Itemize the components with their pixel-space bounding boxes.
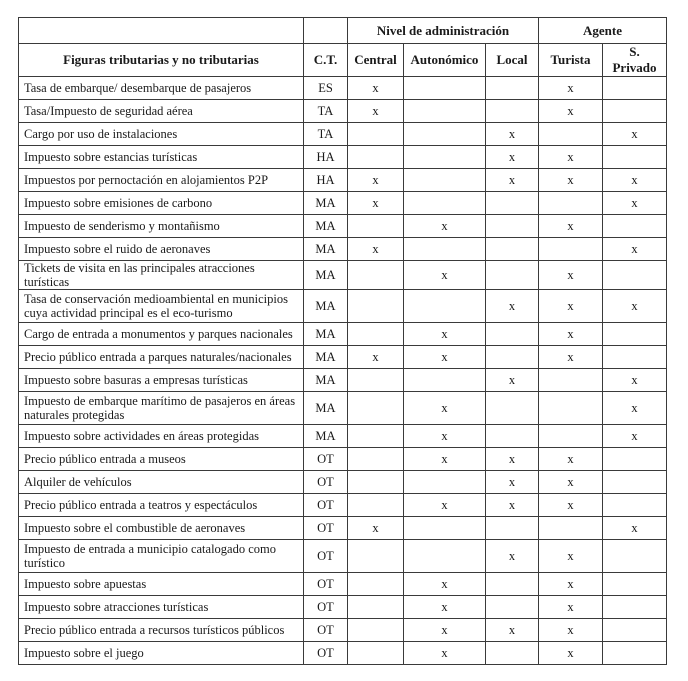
- row-ct: MA: [304, 261, 348, 290]
- header-sprivado: S. Privado: [603, 44, 667, 77]
- row-ct: MA: [304, 369, 348, 392]
- table-row: [19, 596, 667, 619]
- mark-autonomico: [404, 517, 486, 540]
- row-name: Impuesto sobre el ruido de aeronaves: [19, 238, 304, 261]
- mark-sprivado: [603, 573, 667, 596]
- mark-turista: x: [539, 596, 603, 619]
- row-ct: OT: [304, 596, 348, 619]
- mark-local: x: [486, 146, 539, 169]
- mark-turista: [539, 425, 603, 448]
- mark-autonomico: [404, 540, 486, 573]
- mark-autonomico: [404, 77, 486, 100]
- mark-central: [348, 261, 404, 290]
- mark-sprivado: x: [603, 192, 667, 215]
- mark-local: [486, 323, 539, 346]
- mark-autonomico: x: [404, 346, 486, 369]
- row-ct: MA: [304, 290, 348, 323]
- mark-sprivado: [603, 146, 667, 169]
- mark-local: x: [486, 619, 539, 642]
- mark-sprivado: [603, 619, 667, 642]
- mark-central: [348, 425, 404, 448]
- table-row: [19, 425, 667, 448]
- header-local: Local: [486, 44, 539, 77]
- mark-sprivado: [603, 596, 667, 619]
- row-name: Tasa de conservación medioambiental en municipios cuya actividad principal es el eco-turismo: [19, 290, 304, 323]
- row-name: Tickets de visita en las principales atracciones turísticas: [19, 261, 304, 290]
- mark-turista: x: [539, 540, 603, 573]
- mark-central: [348, 448, 404, 471]
- mark-turista: [539, 392, 603, 425]
- row-ct: OT: [304, 573, 348, 596]
- mark-central: x: [348, 517, 404, 540]
- mark-sprivado: [603, 540, 667, 573]
- mark-local: [486, 215, 539, 238]
- header-ct: C.T.: [304, 44, 348, 77]
- row-name: Impuesto sobre el combustible de aeronaves: [19, 517, 304, 540]
- mark-turista: [539, 123, 603, 146]
- mark-turista: x: [539, 100, 603, 123]
- mark-local: [486, 425, 539, 448]
- row-name: Precio público entrada a recursos turísticos públicos: [19, 619, 304, 642]
- table-row: [19, 77, 667, 100]
- mark-local: [486, 573, 539, 596]
- mark-sprivado: x: [603, 290, 667, 323]
- mark-autonomico: [404, 471, 486, 494]
- row-name: Impuesto de senderismo y montañismo: [19, 215, 304, 238]
- mark-local: [486, 642, 539, 665]
- mark-autonomico: x: [404, 425, 486, 448]
- mark-central: x: [348, 192, 404, 215]
- mark-local: [486, 100, 539, 123]
- mark-local: x: [486, 471, 539, 494]
- mark-local: [486, 238, 539, 261]
- mark-sprivado: [603, 261, 667, 290]
- table-row: [19, 346, 667, 369]
- row-ct: MA: [304, 392, 348, 425]
- mark-autonomico: [404, 192, 486, 215]
- mark-local: [486, 346, 539, 369]
- mark-turista: x: [539, 471, 603, 494]
- table-row: [19, 642, 667, 665]
- row-name: Impuesto sobre atracciones turísticas: [19, 596, 304, 619]
- mark-turista: x: [539, 642, 603, 665]
- row-name: Impuesto sobre apuestas: [19, 573, 304, 596]
- row-name: Impuesto de entrada a municipio catalogado como turístico: [19, 540, 304, 573]
- mark-turista: [539, 192, 603, 215]
- mark-local: [486, 392, 539, 425]
- row-ct: OT: [304, 619, 348, 642]
- mark-local: x: [486, 123, 539, 146]
- row-ct: MA: [304, 323, 348, 346]
- mark-central: [348, 471, 404, 494]
- mark-sprivado: x: [603, 238, 667, 261]
- mark-local: [486, 192, 539, 215]
- mark-local: x: [486, 540, 539, 573]
- row-ct: MA: [304, 215, 348, 238]
- table-row: [19, 573, 667, 596]
- mark-turista: x: [539, 290, 603, 323]
- mark-sprivado: x: [603, 425, 667, 448]
- mark-turista: [539, 517, 603, 540]
- table-row: [19, 392, 667, 425]
- row-name: Impuesto de embarque marítimo de pasajeros en áreas naturales protegidas: [19, 392, 304, 425]
- mark-autonomico: [404, 369, 486, 392]
- row-ct: OT: [304, 642, 348, 665]
- header-name: Figuras tributarias y no tributarias: [19, 44, 304, 77]
- mark-central: [348, 642, 404, 665]
- table-row: [19, 290, 667, 323]
- mark-sprivado: x: [603, 369, 667, 392]
- row-name: Precio público entrada a museos: [19, 448, 304, 471]
- mark-turista: [539, 369, 603, 392]
- row-name: Impuesto sobre el juego: [19, 642, 304, 665]
- table-row: [19, 261, 667, 290]
- mark-central: [348, 392, 404, 425]
- mark-autonomico: x: [404, 642, 486, 665]
- row-name: Tasa/Impuesto de seguridad aérea: [19, 100, 304, 123]
- mark-sprivado: x: [603, 169, 667, 192]
- mark-sprivado: x: [603, 517, 667, 540]
- row-ct: TA: [304, 100, 348, 123]
- table-row: [19, 169, 667, 192]
- row-ct: MA: [304, 192, 348, 215]
- mark-central: [348, 146, 404, 169]
- mark-sprivado: [603, 100, 667, 123]
- mark-sprivado: [603, 448, 667, 471]
- table-row: [19, 494, 667, 517]
- header-group-admin: Nivel de administración: [348, 18, 539, 44]
- mark-autonomico: [404, 123, 486, 146]
- mark-sprivado: [603, 642, 667, 665]
- tax-figures-table: [18, 17, 667, 665]
- mark-local: x: [486, 290, 539, 323]
- mark-central: [348, 573, 404, 596]
- mark-central: [348, 123, 404, 146]
- header-empty-name: [19, 18, 304, 44]
- mark-local: [486, 517, 539, 540]
- mark-central: x: [348, 346, 404, 369]
- table-row: [19, 540, 667, 573]
- mark-autonomico: [404, 238, 486, 261]
- row-ct: HA: [304, 146, 348, 169]
- mark-central: [348, 540, 404, 573]
- mark-local: x: [486, 494, 539, 517]
- table-row: [19, 123, 667, 146]
- mark-central: [348, 494, 404, 517]
- mark-autonomico: [404, 169, 486, 192]
- mark-sprivado: [603, 77, 667, 100]
- mark-turista: x: [539, 261, 603, 290]
- mark-sprivado: [603, 323, 667, 346]
- table-row: [19, 517, 667, 540]
- row-ct: OT: [304, 471, 348, 494]
- header-row-columns: [19, 44, 667, 77]
- row-ct: OT: [304, 448, 348, 471]
- row-ct: MA: [304, 346, 348, 369]
- table-row: [19, 448, 667, 471]
- mark-local: [486, 77, 539, 100]
- row-name: Impuestos por pernoctación en alojamientos P2P: [19, 169, 304, 192]
- mark-autonomico: x: [404, 573, 486, 596]
- table-row: [19, 323, 667, 346]
- table-row: [19, 192, 667, 215]
- mark-central: x: [348, 169, 404, 192]
- mark-sprivado: x: [603, 123, 667, 146]
- row-ct: MA: [304, 425, 348, 448]
- mark-central: [348, 619, 404, 642]
- mark-central: x: [348, 77, 404, 100]
- row-ct: ES: [304, 77, 348, 100]
- mark-local: [486, 596, 539, 619]
- mark-central: [348, 323, 404, 346]
- mark-autonomico: x: [404, 494, 486, 517]
- mark-turista: x: [539, 146, 603, 169]
- mark-turista: [539, 238, 603, 261]
- mark-sprivado: x: [603, 392, 667, 425]
- header-autonomico: Autonómico: [404, 44, 486, 77]
- mark-sprivado: [603, 346, 667, 369]
- mark-autonomico: x: [404, 392, 486, 425]
- mark-autonomico: x: [404, 323, 486, 346]
- table-row: [19, 369, 667, 392]
- mark-central: [348, 369, 404, 392]
- row-ct: OT: [304, 517, 348, 540]
- row-name: Cargo de entrada a monumentos y parques nacionales: [19, 323, 304, 346]
- row-name: Precio público entrada a parques naturales/nacionales: [19, 346, 304, 369]
- header-empty-ct: [304, 18, 348, 44]
- mark-central: [348, 596, 404, 619]
- row-name: Alquiler de vehículos: [19, 471, 304, 494]
- mark-autonomico: [404, 100, 486, 123]
- mark-autonomico: [404, 290, 486, 323]
- mark-sprivado: [603, 494, 667, 517]
- mark-central: x: [348, 238, 404, 261]
- mark-central: x: [348, 100, 404, 123]
- mark-turista: x: [539, 323, 603, 346]
- row-name: Cargo por uso de instalaciones: [19, 123, 304, 146]
- mark-autonomico: x: [404, 261, 486, 290]
- table-body: [19, 77, 667, 665]
- mark-turista: x: [539, 448, 603, 471]
- mark-autonomico: x: [404, 215, 486, 238]
- table-row: [19, 146, 667, 169]
- mark-turista: x: [539, 215, 603, 238]
- mark-local: [486, 261, 539, 290]
- mark-autonomico: x: [404, 619, 486, 642]
- row-name: Impuesto sobre emisiones de carbono: [19, 192, 304, 215]
- row-name: Tasa de embarque/ desembarque de pasajeros: [19, 77, 304, 100]
- mark-central: [348, 290, 404, 323]
- row-ct: TA: [304, 123, 348, 146]
- row-ct: OT: [304, 540, 348, 573]
- mark-turista: x: [539, 346, 603, 369]
- header-turista: Turista: [539, 44, 603, 77]
- mark-autonomico: [404, 146, 486, 169]
- table-row: [19, 238, 667, 261]
- mark-turista: x: [539, 494, 603, 517]
- table-row: [19, 215, 667, 238]
- mark-turista: x: [539, 77, 603, 100]
- table-row: [19, 471, 667, 494]
- row-name: Impuesto sobre actividades en áreas protegidas: [19, 425, 304, 448]
- mark-local: x: [486, 369, 539, 392]
- mark-autonomico: x: [404, 596, 486, 619]
- mark-sprivado: [603, 215, 667, 238]
- table-row: [19, 619, 667, 642]
- mark-sprivado: [603, 471, 667, 494]
- row-ct: MA: [304, 238, 348, 261]
- mark-turista: x: [539, 619, 603, 642]
- header-central: Central: [348, 44, 404, 77]
- mark-local: x: [486, 169, 539, 192]
- row-name: Impuesto sobre estancias turísticas: [19, 146, 304, 169]
- mark-turista: x: [539, 573, 603, 596]
- row-ct: OT: [304, 494, 348, 517]
- mark-turista: x: [539, 169, 603, 192]
- row-name: Impuesto sobre basuras a empresas turísticas: [19, 369, 304, 392]
- mark-local: x: [486, 448, 539, 471]
- mark-central: [348, 215, 404, 238]
- mark-autonomico: x: [404, 448, 486, 471]
- row-ct: HA: [304, 169, 348, 192]
- header-group-agent: Agente: [539, 18, 667, 44]
- row-name: Precio público entrada a teatros y espectáculos: [19, 494, 304, 517]
- header-row-groups: [19, 18, 667, 44]
- table-row: [19, 100, 667, 123]
